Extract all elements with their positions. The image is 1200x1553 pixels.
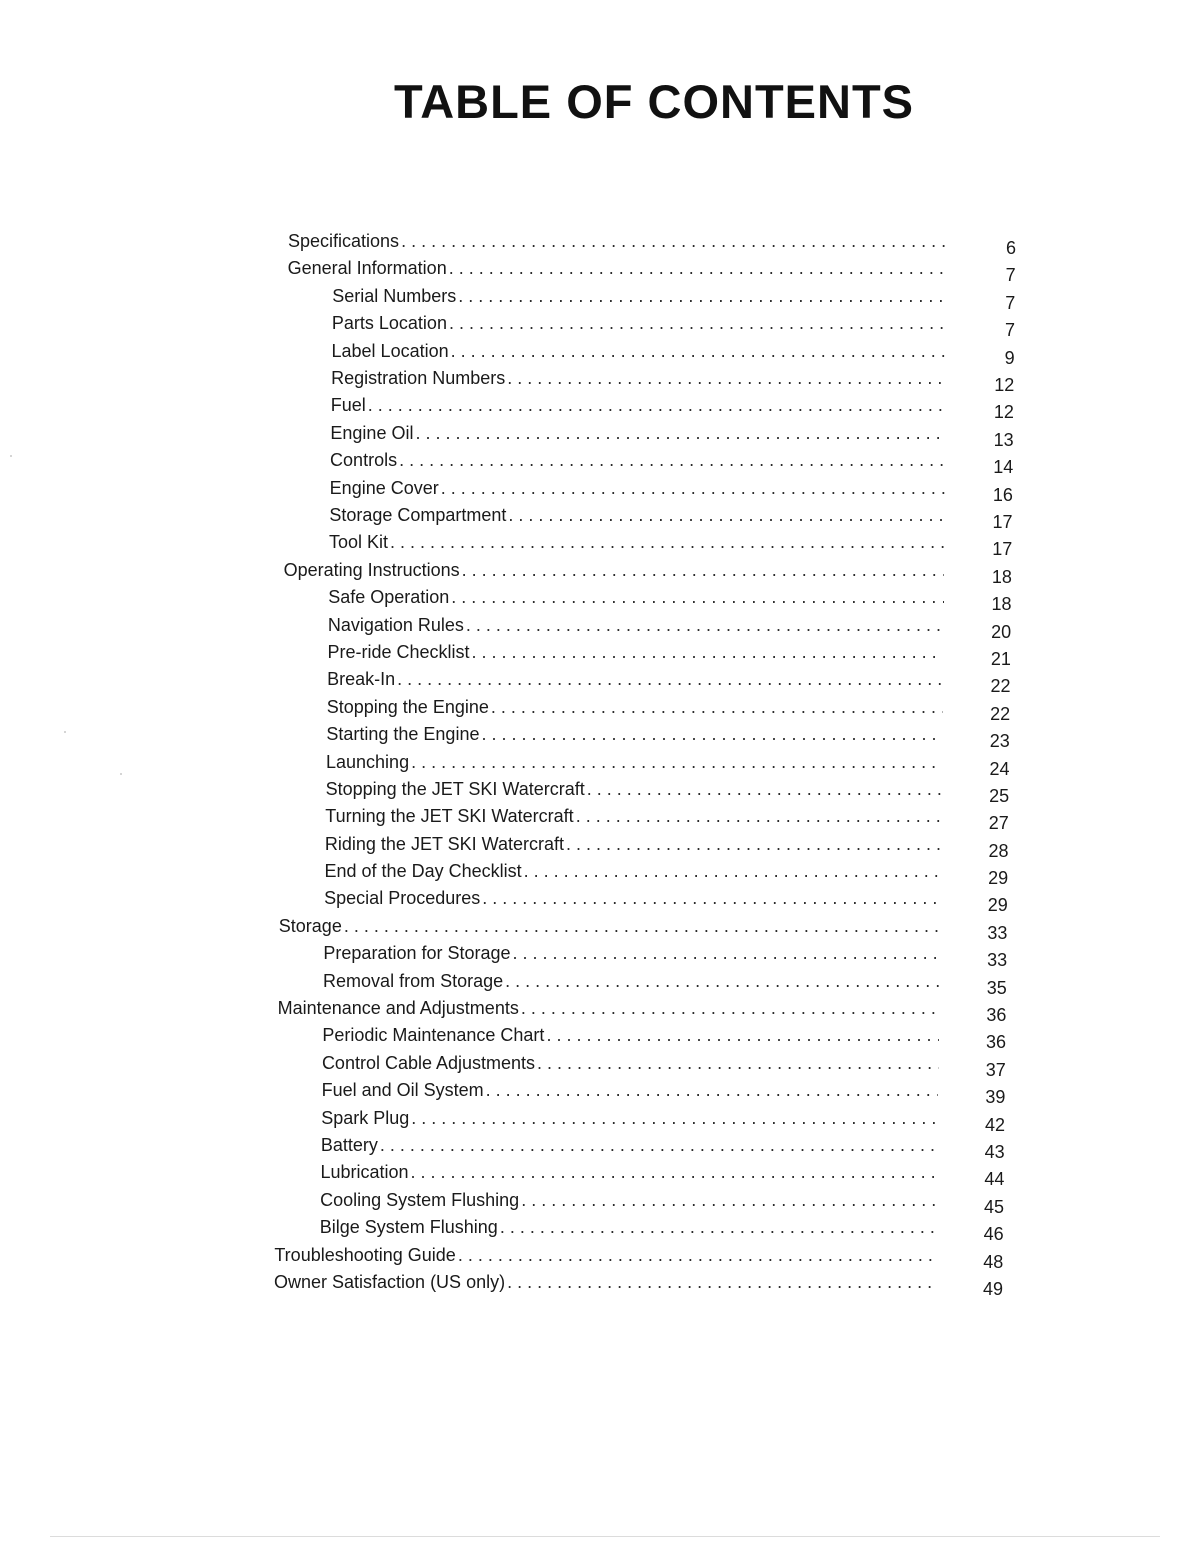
dot-leader	[519, 1188, 937, 1212]
toc-page-number: 18	[991, 566, 1012, 587]
toc-page-number: 43	[984, 1142, 1005, 1163]
dot-leader	[342, 914, 940, 938]
toc-entry	[288, 229, 948, 253]
toc-entry-title: Stopping the Engine	[326, 696, 489, 717]
toc-entry	[327, 640, 943, 664]
dot-leader	[409, 1160, 938, 1184]
toc-entry-title: Launching	[326, 751, 410, 772]
toc-entry	[320, 1160, 937, 1184]
dot-leader	[544, 1023, 938, 1047]
toc-entry	[330, 448, 945, 472]
toc-entry	[323, 969, 939, 993]
toc-entry-title: Navigation Rules	[327, 614, 464, 635]
dot-leader	[395, 667, 943, 691]
toc-entry-title: Bilge System Flushing	[319, 1217, 498, 1238]
dot-leader	[449, 339, 947, 363]
toc-page-number: 49	[982, 1279, 1003, 1299]
toc-entry	[329, 503, 945, 527]
toc-entry-title: Break-In	[327, 669, 396, 690]
toc-entry-title: Special Procedures	[324, 888, 481, 909]
dot-leader	[409, 750, 942, 774]
toc-page-number: 7	[1005, 265, 1016, 286]
toc-entry-title: Safe Operation	[328, 587, 450, 608]
toc-entry-title: Fuel and Oil System	[321, 1080, 484, 1101]
dot-leader	[447, 256, 948, 280]
dot-leader	[498, 1215, 937, 1239]
toc-entry-title: Engine Oil	[330, 422, 414, 443]
toc-entry-title: Fuel	[330, 395, 366, 416]
toc-entry	[326, 750, 942, 774]
scan-speck	[120, 773, 122, 775]
toc-entry	[330, 476, 945, 500]
toc-page-number: 46	[983, 1224, 1004, 1245]
toc-entry	[279, 914, 940, 938]
toc-entry-title: Riding the JET SKI Watercraft	[324, 833, 564, 854]
toc-entry	[328, 585, 944, 609]
toc-entry-title: End of the Day Checklist	[324, 861, 522, 882]
toc-entry	[320, 1215, 937, 1239]
toc-entry-title: Turning the JET SKI Watercraft	[325, 806, 574, 827]
dot-leader	[378, 1133, 938, 1157]
dot-leader	[535, 1051, 938, 1075]
toc-page-number: 33	[987, 922, 1008, 943]
dot-leader	[505, 1270, 936, 1294]
toc-page-number: 13	[993, 429, 1014, 450]
dot-leader	[585, 777, 942, 801]
dot-leader	[447, 311, 947, 335]
dot-leader	[388, 530, 945, 554]
toc-entry-title: Owner Satisfaction (US only)	[274, 1272, 506, 1292]
toc-entry	[288, 256, 948, 280]
toc-entry-title: Cooling System Flushing	[320, 1189, 520, 1210]
toc-page-number: 36	[986, 1032, 1007, 1053]
toc-page-number: 35	[986, 977, 1007, 998]
dot-leader	[464, 613, 944, 637]
toc-page-number: 12	[993, 402, 1014, 423]
dot-leader	[449, 585, 944, 609]
toc-entry	[330, 421, 945, 445]
toc-page-number: 6	[1005, 238, 1016, 258]
toc-page-number: 20	[991, 621, 1012, 642]
toc-entry-title: Lubrication	[320, 1162, 409, 1183]
toc-entry	[331, 366, 946, 390]
toc-page-number: 25	[989, 785, 1010, 806]
dot-leader	[489, 695, 943, 719]
toc-entry	[321, 1133, 938, 1157]
toc-page-number: 45	[983, 1196, 1005, 1217]
toc-page-number: 12	[994, 374, 1015, 395]
toc-entry-title: Registration Numbers	[331, 367, 506, 388]
toc-page-number: 21	[990, 648, 1011, 669]
toc-entry-title: General Information	[287, 258, 447, 279]
toc-entry	[331, 393, 946, 417]
toc-entry-title: Spark Plug	[321, 1107, 410, 1128]
toc-entry	[323, 941, 939, 965]
toc-entry-title: Starting the Engine	[326, 724, 480, 745]
toc-page-number: 16	[992, 484, 1013, 505]
toc-entry-title: Parts Location	[331, 313, 447, 334]
toc-page-number: 14	[993, 457, 1014, 478]
toc-entry-title: Stopping the JET SKI Watercraft	[325, 778, 585, 799]
toc-entry	[322, 1051, 939, 1075]
bottom-page-edge	[50, 1536, 1160, 1537]
toc-entry	[278, 996, 939, 1020]
toc-entry	[274, 1243, 936, 1267]
toc-page-number: 28	[988, 840, 1009, 861]
toc-page-number: 9	[1004, 347, 1015, 368]
dot-leader	[574, 804, 942, 828]
dot-leader	[505, 366, 946, 390]
toc-entry	[322, 1023, 939, 1047]
toc-entry-title: Specifications	[288, 231, 400, 251]
toc-page-number: 24	[989, 758, 1010, 779]
toc-entry	[325, 859, 941, 883]
dot-leader	[460, 558, 945, 582]
toc-page-number: 17	[992, 539, 1013, 560]
toc-entry-title: Periodic Maintenance Chart	[322, 1025, 545, 1046]
toc-page-number: 23	[989, 731, 1010, 752]
toc-entry-title: Serial Numbers	[332, 285, 457, 306]
dot-leader	[409, 1106, 938, 1130]
toc-page-number: 39	[985, 1087, 1006, 1108]
toc-page-number: 29	[988, 868, 1009, 889]
toc-page-number: 29	[987, 895, 1008, 916]
toc-entry	[326, 722, 942, 746]
toc-entry	[322, 1078, 939, 1102]
dot-leader	[399, 229, 948, 253]
toc-entry	[329, 530, 945, 554]
toc-entry-title: Label Location	[331, 340, 449, 361]
toc-entry	[327, 695, 943, 719]
toc-entry-title: Pre-ride Checklist	[327, 641, 470, 662]
toc-page-number: 44	[984, 1169, 1005, 1190]
toc-entry	[332, 284, 947, 308]
dot-leader	[366, 393, 946, 417]
dot-leader	[480, 886, 940, 910]
toc-page-number: 22	[990, 703, 1011, 724]
toc-page-number: 36	[986, 1005, 1007, 1026]
toc-entry-title: Battery	[320, 1135, 378, 1156]
toc-entry	[332, 339, 947, 363]
dot-leader	[564, 832, 941, 856]
toc-entry-title: Troubleshooting Guide	[274, 1244, 456, 1265]
page-title: TABLE OF CONTENTS	[393, 75, 915, 128]
toc-page-number: 22	[990, 676, 1011, 697]
dot-leader	[503, 969, 939, 993]
toc-page-number: 37	[985, 1059, 1006, 1080]
toc-entry	[325, 804, 941, 828]
dot-leader	[506, 503, 944, 527]
toc-entry	[326, 777, 942, 801]
dot-leader	[479, 722, 942, 746]
toc-page-number: 33	[987, 950, 1008, 971]
toc-entry-title: Preparation for Storage	[323, 943, 511, 964]
scan-speck	[10, 455, 12, 457]
scan-speck	[64, 731, 66, 733]
dot-leader	[456, 1243, 936, 1267]
toc-entry	[284, 558, 945, 582]
toc-entry	[321, 1106, 938, 1130]
toc-entry-title: Operating Instructions	[283, 559, 460, 580]
dot-leader	[511, 941, 940, 965]
toc-entry	[274, 1270, 936, 1294]
toc-entry-title: Maintenance and Adjustments	[277, 998, 519, 1019]
dot-leader	[522, 859, 941, 883]
toc-entry-title: Control Cable Adjustments	[321, 1052, 536, 1073]
toc-page-number: 18	[991, 594, 1012, 615]
toc-page-number: 27	[988, 813, 1009, 834]
toc-entry-title: Storage	[278, 915, 342, 936]
dot-leader	[484, 1078, 939, 1102]
toc-entry	[328, 613, 944, 637]
toc-entry-title: Storage Compartment	[329, 504, 507, 525]
toc-entry	[320, 1188, 937, 1212]
toc-entry	[327, 667, 943, 691]
toc-page-number: 17	[992, 511, 1013, 532]
toc-page-number: 42	[985, 1114, 1006, 1135]
toc-entry	[332, 311, 947, 335]
dot-leader	[470, 640, 944, 664]
toc-entry	[325, 832, 941, 856]
dot-leader	[413, 421, 945, 445]
dot-leader	[519, 996, 939, 1020]
toc-entry-title: Removal from Storage	[323, 970, 504, 991]
dot-leader	[456, 284, 947, 308]
toc-page-number: 48	[983, 1251, 1004, 1272]
toc-page-number: 7	[1005, 292, 1016, 313]
toc-entry-title: Controls	[330, 450, 398, 471]
dot-leader	[439, 476, 945, 500]
toc-entry-title: Tool Kit	[328, 532, 388, 553]
toc-entry	[324, 886, 940, 910]
toc-entry-title: Engine Cover	[329, 477, 439, 498]
toc-page-number: 7	[1004, 320, 1015, 341]
dot-leader	[397, 448, 945, 472]
